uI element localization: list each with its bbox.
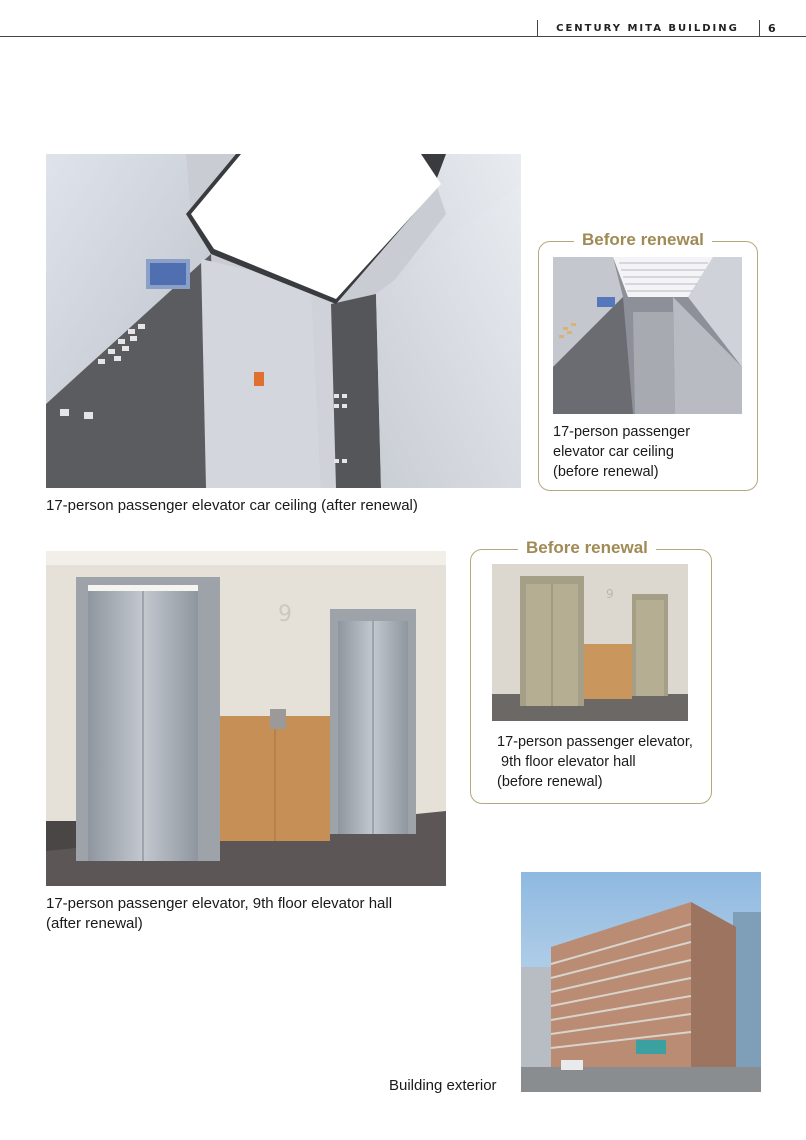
hall-after-caption-line-1: 17-person passenger elevator, 9th floor elevator hall xyxy=(46,895,393,912)
exterior-photo xyxy=(521,872,761,1092)
header-rule xyxy=(0,36,806,37)
hall-before-photo xyxy=(492,564,688,721)
header-separator-left xyxy=(537,20,538,37)
ceiling-before-photo xyxy=(553,257,742,414)
header-title: CENTURY MITA BUILDING xyxy=(556,23,739,34)
hall-before-caption-line-3: (before renewal) xyxy=(497,774,603,790)
svg-text:9: 9 xyxy=(606,587,614,601)
hall-after-caption xyxy=(46,894,392,934)
hall-before-caption xyxy=(497,732,693,792)
ceiling-before-caption-line-1: 17-person passenger xyxy=(553,424,691,440)
exterior-caption: Building exterior xyxy=(389,1077,497,1094)
svg-text:9: 9 xyxy=(278,602,292,627)
ceiling-after-photo xyxy=(46,154,521,488)
hall-after-caption-line-2: (after renewal) xyxy=(46,915,143,932)
page-number: 6 xyxy=(768,22,776,35)
ceiling-before-label: Before renewal xyxy=(574,230,712,250)
hall-before-caption-line-1: 17-person passenger elevator, xyxy=(497,734,693,750)
header-separator-right xyxy=(759,20,760,37)
ceiling-before-caption-line-2: elevator car ceiling xyxy=(553,444,674,460)
hall-after-photo xyxy=(46,551,446,886)
ceiling-after-caption: 17-person passenger elevator car ceiling (after renewal) xyxy=(46,497,418,514)
ceiling-before-caption xyxy=(553,422,690,482)
hall-before-label: Before renewal xyxy=(518,538,656,558)
hall-before-caption-line-2: 9th floor elevator hall xyxy=(497,754,636,770)
ceiling-before-caption-line-3: (before renewal) xyxy=(553,464,659,480)
